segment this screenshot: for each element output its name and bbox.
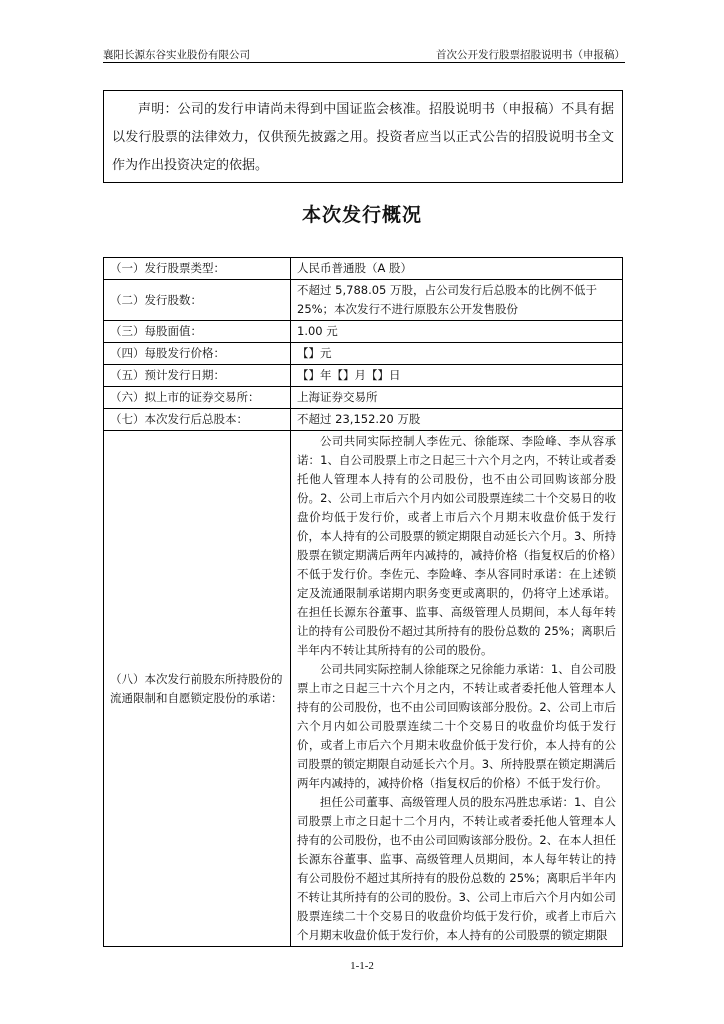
table-row xyxy=(104,258,623,280)
disclaimer-box: 声明：公司的发行申请尚未得到中国证监会核准。招股说明书（申报稿）不具有据以发行股票的法律效力，仅供预先披露之用。投资者应当以正式公告的招股说明书全文作为作出投资决定的依据。 xyxy=(103,90,623,183)
row-value: 【】元 xyxy=(291,343,623,365)
table-row xyxy=(104,409,623,431)
row-label: （五）预计发行日期： xyxy=(104,365,291,387)
header-company: 襄阳长源东谷实业股份有限公司 xyxy=(103,49,250,61)
lockup-paragraph: 担任公司董事、高级管理人员的股东冯胜忠承诺：1、自公司股票上市之日起十二个月内，不转让或者委托他人管理本人持有的公司股份，也不由公司回购该部分股份。2、在本人担任长源东谷董事、监事、高级管理人员期间，本人每年转让的持有公司股份不超过其所持有的股份总数的 25%；离职后半年内不转让其所持有的公司的股份。3、公司上市后六个月内如公司股票连续二十个交易日的收盘价均低于发行价，或者上市后六个月期末收盘价低于发行价，本人持有的公司股票的锁定期限 xyxy=(297,795,616,942)
table-row xyxy=(104,365,623,387)
lockup-label: （八）本次发行前股东所持股份的流通限制和自愿锁定股份的承诺： xyxy=(104,431,291,947)
page-title: 本次发行概况 xyxy=(301,204,422,226)
lockup-paragraph: 公司共同实际控制人李佐元、徐能琛、李险峰、李从容承诺：1、自公司股票上市之日起三十六个月之内，不转让或者委托他人管理本人持有的公司股份，也不由公司回购该部分股份。2、公司上市后六个月内如公司股票连续二十个交易日的收盘价均低于发行价，或者上市后六个月期末收盘价低于发行价，本人持有的公司股票的锁定期限自动延长六个月。3、所持股票在锁定期满后两年内减持的，减持价格（指复权后的价格）不低于发行价。李佐元、李险峰、李从容同时承诺：在上述锁定及流通限制承诺期内职务变更或离职的，仍将守上述承诺。在担任长源东谷董事、监事、高级管理人员期间，本人每年转让的持有公司股份不超过其所持有的股份总数的 25%；离职后半年内不转让其所持有的公司的股份。 xyxy=(297,434,616,657)
lockup-paragraph: 公司共同实际控制人徐能琛之兄徐能力承诺：1、自公司股票上市之日起三十六个月之内，不转让或者委托他人管理本人持有的公司股份，也不由公司回购该部分股份。2、公司上市后六个月内如公司股票连续二十个交易日的收盘价均低于发行价，或者上市后六个月期末收盘价低于发行价，本人持有的公司股票的锁定期限自动延长六个月。3、所持股票在锁定期满后两年内减持的，减持价格（指复权后的价格）不低于发行价。 xyxy=(297,662,616,790)
row-value: 人民币普通股（A 股） xyxy=(291,258,623,280)
header-doc-title: 首次公开发行股票招股说明书（申报稿） xyxy=(436,49,625,61)
page-number: 1-1-2 xyxy=(350,960,374,972)
table-row xyxy=(104,321,623,343)
offering-table xyxy=(103,257,623,947)
row-value: 上海证券交易所 xyxy=(291,387,623,409)
table-row xyxy=(104,343,623,365)
table-row xyxy=(104,387,623,409)
row-value: 不超过 23,152.20 万股 xyxy=(291,409,623,431)
row-label: （七）本次发行后总股本： xyxy=(104,409,291,431)
lockup-content xyxy=(291,431,623,947)
row-label: （四）每股发行价格： xyxy=(104,343,291,365)
row-label: （六）拟上市的证券交易所： xyxy=(104,387,291,409)
row-label: （一）发行股票类型： xyxy=(104,258,291,280)
page-header xyxy=(103,42,625,63)
row-label: （二）发行股数： xyxy=(104,280,291,321)
table-row-lockup xyxy=(104,431,623,947)
row-value: 【】年【】月【】日 xyxy=(291,365,623,387)
row-value: 1.00 元 xyxy=(291,321,623,343)
row-label: （三）每股面值： xyxy=(104,321,291,343)
table-row xyxy=(104,280,623,321)
row-value: 不超过 5,788.05 万股，占公司发行后总股本的比例不低于 25%；本次发行不进行原股东公开发售股份 xyxy=(291,280,623,321)
